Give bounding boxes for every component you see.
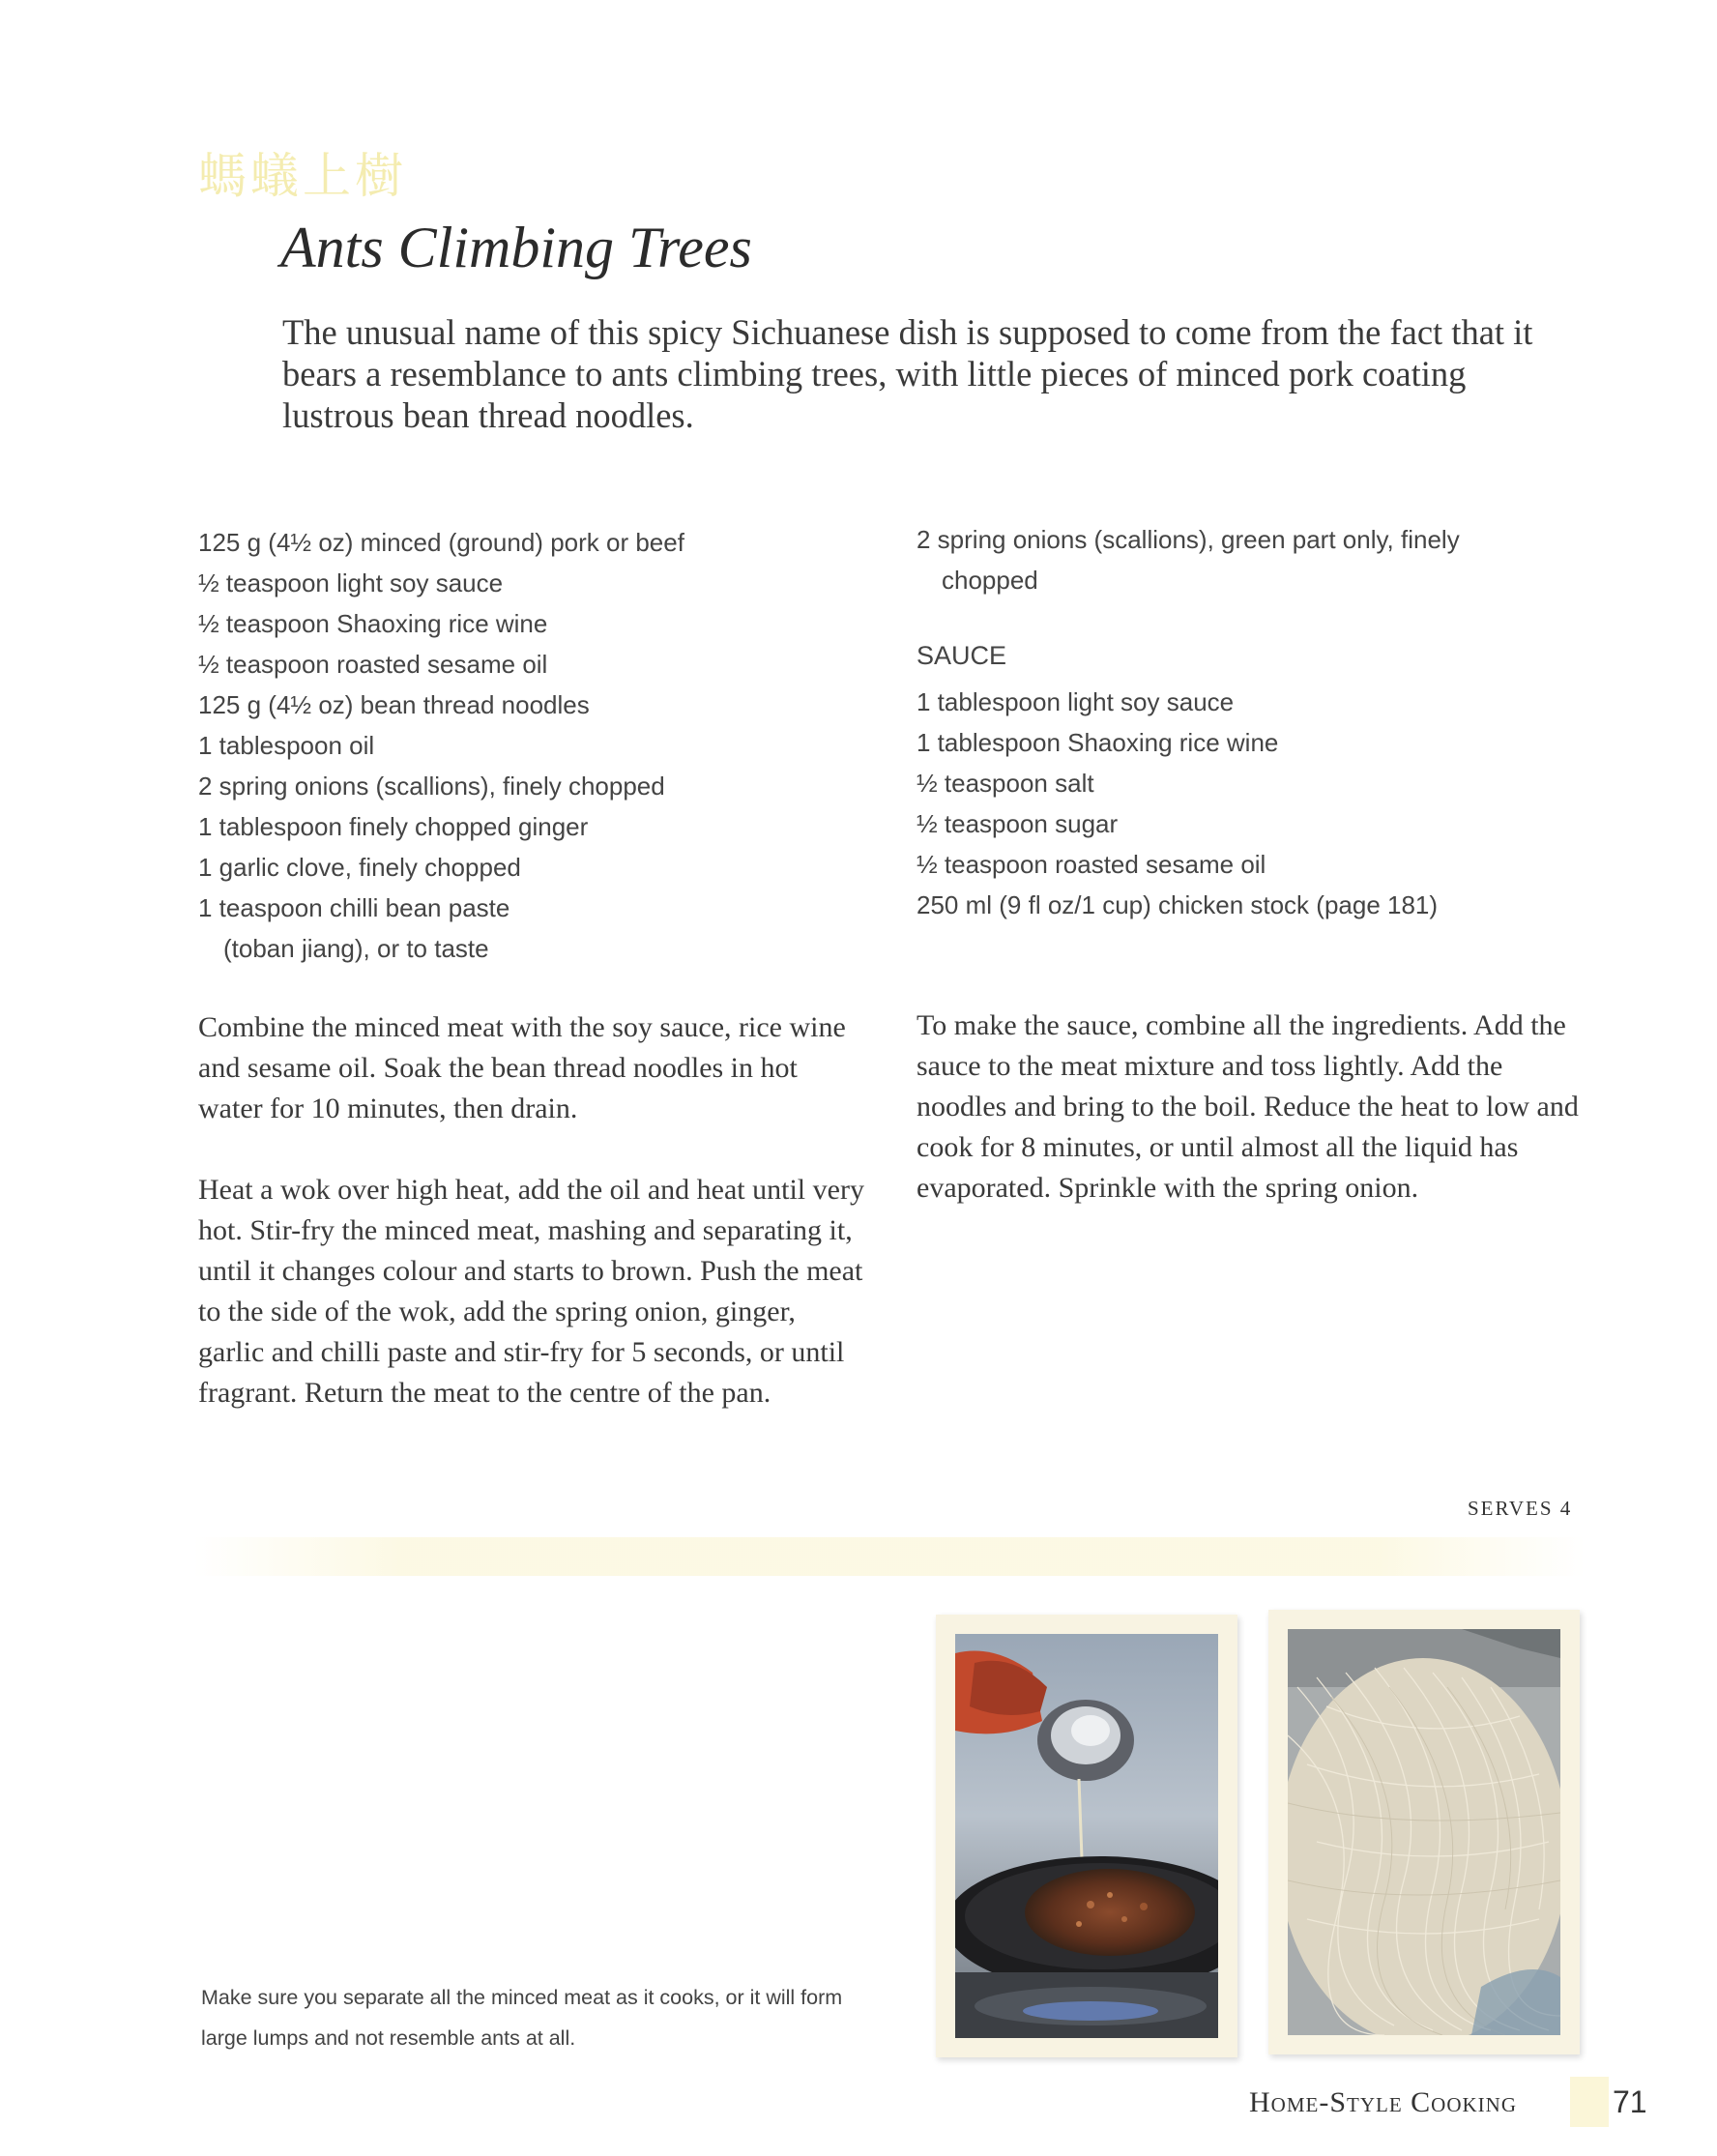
chinese-title: 螞蟻上樹 — [198, 148, 407, 204]
ingredient-item: 1 tablespoon oil — [198, 731, 375, 760]
ingredient-item: 125 g (4½ oz) minced (ground) pork or beef — [198, 528, 684, 557]
ingredient-item: 2 spring onions (scallions), green part only, finely — [917, 525, 1460, 554]
ingredient-item: 250 ml (9 fl oz/1 cup) chicken stock (page 181) — [917, 890, 1439, 919]
ingredient-item: ½ teaspoon salt — [917, 769, 1094, 798]
ingredient-item: 1 garlic clove, finely chopped — [198, 853, 521, 882]
method-step-2: Heat a wok over high heat, add the oil and heat until very hot. Stir-fry the minced meat, mashing and separating it, until it changes colour and starts to brown. Push the meat to the side of the wok, add the spring onion, ginger, garlic and chilli paste and stir-fry for 5 seconds, or until fragrant. Return the meat to the centre of the pan. — [198, 1174, 864, 1409]
ingredients-list-right — [917, 519, 1613, 600]
method-step-1: Combine the minced meat with the soy sauce, rice wine and sesame oil. Soak the bean thread noodles in hot water for 10 minutes, then drain. — [198, 1011, 846, 1124]
ingredient-item: 1 tablespoon Shaoxing rice wine — [917, 728, 1279, 757]
ingredient-item: (toban jiang), or to taste — [223, 934, 489, 963]
ingredient-item: 1 tablespoon finely chopped ginger — [198, 812, 589, 841]
ingredient-item: ½ teaspoon light soy sauce — [198, 568, 504, 597]
ingredient-item: chopped — [942, 566, 1038, 595]
recipe-intro: The unusual name of this spicy Sichuanese dish is supposed to come from the fact that it bears a resemblance to ants climbing trees, with little pieces of minced pork coating lustrous bean thread noodles. — [282, 312, 1533, 435]
ingredient-item: 1 tablespoon light soy sauce — [917, 687, 1235, 716]
ingredient-item: 2 spring onions (scallions), finely chopped — [198, 772, 665, 801]
ingredient-item: 125 g (4½ oz) bean thread noodles — [198, 690, 590, 719]
footer-tint-tab — [1570, 2077, 1609, 2127]
photo-caption: Make sure you separate all the minced meat as it cooks, or it will form large lumps and not resemble ants at all. — [201, 1986, 843, 2050]
bean-thread-noodles-photo — [1288, 1629, 1560, 2035]
ingredient-item: ½ teaspoon roasted sesame oil — [917, 850, 1266, 879]
wok-photo-frame — [936, 1615, 1237, 2057]
wok-stir-fry-photo — [955, 1634, 1218, 2038]
ingredient-item: ½ teaspoon roasted sesame oil — [198, 650, 548, 679]
decorative-tint-band — [193, 1537, 1586, 1576]
page-number: 71 — [1613, 2084, 1647, 2119]
footer-section-title: Home-Style Cooking — [1249, 2086, 1517, 2118]
ingredient-item: ½ teaspoon Shaoxing rice wine — [198, 609, 548, 638]
serves-label: SERVES 4 — [1468, 1497, 1573, 1520]
ingredients-list-left — [198, 522, 856, 969]
sauce-ingredients-list — [917, 682, 1613, 925]
noodles-photo-frame — [1268, 1610, 1580, 2054]
sauce-heading: SAUCE — [917, 641, 1007, 670]
ingredient-item: 1 teaspoon chilli bean paste — [198, 893, 510, 922]
method-step-3: To make the sauce, combine all the ingredients. Add the sauce to the meat mixture and toss lightly. Add the noodles and bring to the boil. Reduce the heat to low and cook for 8 minutes, or until almost all the liquid has evaporated. Sprinkle with the spring onion. — [917, 1009, 1579, 1204]
recipe-title: Ants Climbing Trees — [280, 216, 752, 279]
ingredient-item: ½ teaspoon sugar — [917, 809, 1119, 838]
